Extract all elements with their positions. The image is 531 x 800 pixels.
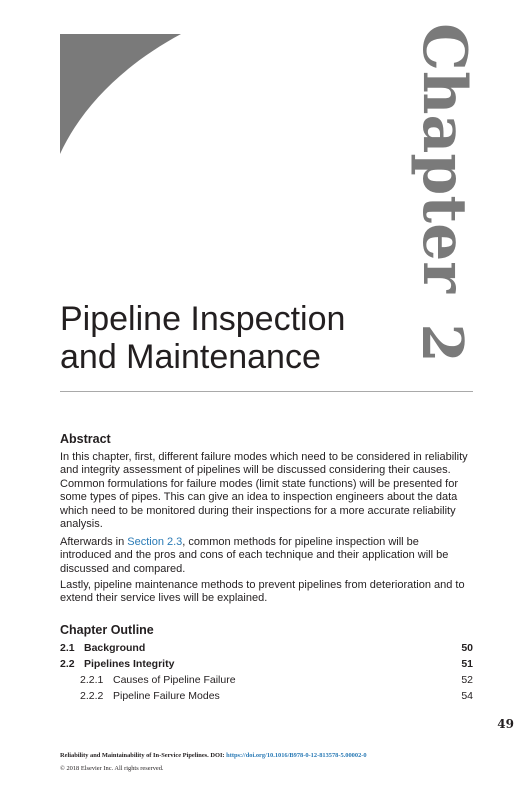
chapter-number: 2 [409, 323, 475, 363]
footer-citation [60, 752, 367, 759]
chapter-label: Chapter [409, 23, 479, 293]
outline-item-page: 50 [461, 642, 473, 654]
outline-item-page: 51 [461, 658, 473, 670]
page-number: 49 [497, 717, 514, 731]
outline-item-2-1[interactable] [60, 641, 473, 656]
outline-item-label: Pipelines Integrity [84, 658, 175, 670]
outline-item-number: 2.2.1 [80, 674, 104, 686]
outline-item-label: Causes of Pipeline Failure [113, 674, 236, 686]
abstract-p2-text-after: , common methods for pipeline inspection will be introduced and the pros and cons of each technique and their application will be discussed and compared. [60, 536, 449, 575]
outline-item-label: Pipeline Failure Modes [113, 690, 220, 702]
outline-item-label: Background [84, 642, 146, 654]
chapter-title [60, 300, 400, 376]
footer-book-title: Reliability and Maintainability of In-Service Pipelines. DOI: [60, 752, 227, 759]
section-2-3-link[interactable]: Section 2.3 [127, 536, 183, 548]
abstract-paragraph-2 [60, 536, 472, 576]
title-divider [60, 391, 473, 392]
chapter-title-line-1: Pipeline Inspection [60, 300, 346, 338]
outline-item-2-2[interactable] [60, 657, 473, 672]
corner-triangle-graphic [60, 34, 181, 154]
chapter-outline-heading: Chapter Outline [60, 623, 154, 637]
abstract-heading: Abstract [60, 432, 111, 446]
outline-item-number: 2.2.2 [80, 690, 104, 702]
chapter-title-line-2: and Maintenance [60, 338, 321, 376]
doi-link[interactable]: https://doi.org/10.1016/B978-0-12-813578-5.00002-0 [226, 752, 367, 759]
outline-item-2-2-1[interactable] [60, 673, 473, 688]
outline-item-number: 2.1 [60, 642, 75, 654]
outline-item-number: 2.2 [60, 658, 75, 670]
outline-item-2-2-2[interactable] [60, 689, 473, 704]
footer-copyright: © 2018 Elsevier Inc. All rights reserved. [60, 765, 164, 772]
abstract-paragraph-3: Lastly, pipeline maintenance methods to prevent pipelines from deterioration and to extend their service lives will be explained. [60, 579, 465, 605]
abstract-p2-text-before: Afterwards in [60, 536, 128, 548]
outline-item-page: 54 [461, 690, 473, 702]
outline-item-page: 52 [461, 674, 473, 686]
abstract-paragraph-1: In this chapter, first, different failure modes which need to be considered in reliability and integrity assessment of pipelines will be discussed considering their causes. Common formulations for failure modes (limit state functions) will be presented for some types of pipes. This can give an idea to inspection engineers about the data which need to be monitored during their inspections for a more accurate reliability analysis. [60, 451, 468, 531]
